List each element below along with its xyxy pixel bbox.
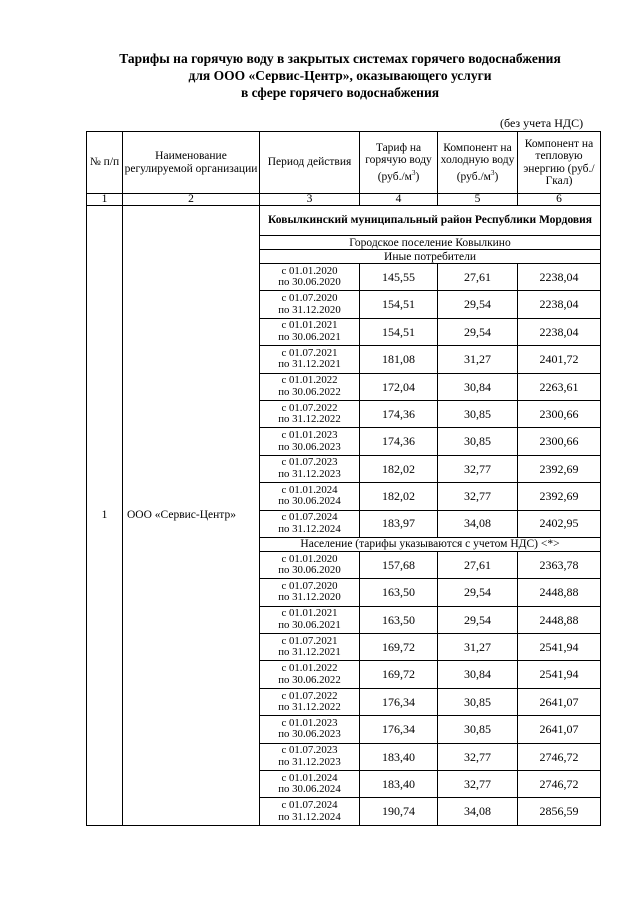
period-cell: [260, 716, 360, 743]
heat-component-value: 2238,04: [518, 264, 601, 291]
tariff-value: 182,02: [360, 483, 438, 510]
period-cell: [260, 579, 360, 606]
title-line-2: для ООО «Сервис-Центр», оказывающего услуги: [188, 68, 492, 83]
settlement-heading: Городское поселение Ковылкино: [260, 236, 601, 250]
period-cell: [260, 346, 360, 373]
tariff-value: 169,72: [360, 634, 438, 661]
organization-name: ООО «Сервис-Центр»: [123, 206, 260, 826]
heat-component-value: 2746,72: [518, 743, 601, 770]
cold-component-value: 34,08: [438, 798, 518, 825]
cold-component-value: 30,85: [438, 428, 518, 455]
period-cell: [260, 400, 360, 427]
period-cell: [260, 483, 360, 510]
tariff-value: 183,40: [360, 743, 438, 770]
heat-component-value: 2392,69: [518, 455, 601, 482]
group-heading: Население (тарифы указываются с учетом НДС) <*>: [260, 537, 601, 551]
cold-component-value: 32,77: [438, 483, 518, 510]
header-period: Период действия: [260, 132, 360, 194]
heat-component-value: 2541,94: [518, 634, 601, 661]
row-number: 1: [87, 206, 123, 826]
cold-component-value: 32,77: [438, 455, 518, 482]
cold-component-value: 31,27: [438, 634, 518, 661]
heat-component-value: 2746,72: [518, 771, 601, 798]
period-start: с 01.07.2022: [281, 401, 338, 414]
col-number: 4: [360, 194, 438, 206]
cold-component-value: 32,77: [438, 743, 518, 770]
tariff-value: 190,74: [360, 798, 438, 825]
heat-component-value: 2392,69: [518, 483, 601, 510]
vat-note: (без учета НДС): [500, 116, 584, 130]
period-end: по 31.12.2023: [278, 467, 341, 480]
period-cell: [260, 428, 360, 455]
heat-component-value: 2238,04: [518, 291, 601, 318]
cold-component-value: 29,54: [438, 606, 518, 633]
title-line-3: в сфере горячего водоснабжения: [240, 85, 440, 100]
cold-component-value: 29,54: [438, 579, 518, 606]
heat-component-value: 2263,61: [518, 373, 601, 400]
period-end: по 31.12.2021: [278, 358, 341, 371]
period-start: с 01.07.2024: [281, 799, 338, 812]
period-start: с 01.01.2023: [281, 716, 338, 729]
document-title: [60, 50, 620, 101]
period-start: с 01.01.2023: [281, 429, 338, 442]
heat-component-value: 2363,78: [518, 551, 601, 578]
period-end: по 30.06.2022: [278, 673, 341, 686]
period-end: по 31.12.2023: [278, 755, 341, 768]
period-end: по 31.12.2020: [278, 303, 341, 316]
period-cell: [260, 264, 360, 291]
period-end: по 30.06.2024: [278, 783, 341, 796]
cold-component-value: 34,08: [438, 510, 518, 537]
heat-component-value: 2401,72: [518, 346, 601, 373]
cold-component-value: 30,84: [438, 373, 518, 400]
period-start: с 01.07.2021: [281, 346, 338, 359]
cold-component-value: 32,77: [438, 771, 518, 798]
cold-component-value: 27,61: [438, 551, 518, 578]
tariff-value: 183,97: [360, 510, 438, 537]
heat-component-value: 2856,59: [518, 798, 601, 825]
tariff-value: 163,50: [360, 579, 438, 606]
period-cell: [260, 688, 360, 715]
tariff-value: 174,36: [360, 428, 438, 455]
header-org: Наименование регулируемой организации: [123, 132, 260, 194]
cold-component-value: 30,85: [438, 400, 518, 427]
heat-component-value: 2448,88: [518, 606, 601, 633]
period-cell: [260, 373, 360, 400]
cold-component-value: 29,54: [438, 291, 518, 318]
heat-component-value: 2402,95: [518, 510, 601, 537]
period-end: по 30.06.2024: [278, 495, 341, 508]
period-end: по 30.06.2020: [278, 276, 341, 289]
cold-component-value: 30,85: [438, 688, 518, 715]
tariff-value: 145,55: [360, 264, 438, 291]
header-num: № п/п: [87, 132, 123, 194]
header-heat-component: Компонент на тепловую энергию (руб./Гкал): [518, 132, 601, 194]
heat-component-value: 2300,66: [518, 428, 601, 455]
tariff-value: 154,51: [360, 318, 438, 345]
period-end: по 31.12.2021: [278, 646, 341, 659]
period-cell: [260, 661, 360, 688]
period-cell: [260, 455, 360, 482]
cold-component-value: 27,61: [438, 264, 518, 291]
tariff-value: 183,40: [360, 771, 438, 798]
period-start: с 01.07.2021: [281, 634, 338, 647]
col-number: 1: [87, 194, 123, 206]
period-start: с 01.07.2024: [281, 511, 338, 524]
period-cell: [260, 551, 360, 578]
period-start: с 01.01.2022: [281, 662, 338, 675]
tariff-value: 182,02: [360, 455, 438, 482]
cold-component-value: 29,54: [438, 318, 518, 345]
heat-component-value: 2300,66: [518, 400, 601, 427]
tariff-value: 169,72: [360, 661, 438, 688]
heat-component-value: 2541,94: [518, 661, 601, 688]
tariff-value: 163,50: [360, 606, 438, 633]
heat-component-value: 2448,88: [518, 579, 601, 606]
period-end: по 30.06.2021: [278, 618, 341, 631]
period-start: с 01.01.2020: [281, 264, 338, 277]
tariff-value: 154,51: [360, 291, 438, 318]
period-start: с 01.07.2022: [281, 689, 338, 702]
period-end: по 31.12.2024: [278, 810, 341, 823]
period-cell: [260, 743, 360, 770]
period-end: по 31.12.2022: [278, 413, 341, 426]
period-cell: [260, 318, 360, 345]
cold-component-value: 30,85: [438, 716, 518, 743]
period-start: с 01.07.2020: [281, 292, 338, 305]
period-end: по 30.06.2020: [278, 564, 341, 577]
period-cell: [260, 291, 360, 318]
col-number: 6: [518, 194, 601, 206]
tariff-value: 176,34: [360, 716, 438, 743]
tariff-value: 176,34: [360, 688, 438, 715]
period-start: с 01.01.2024: [281, 771, 338, 784]
period-cell: [260, 798, 360, 825]
period-cell: [260, 771, 360, 798]
heat-component-value: 2641,07: [518, 716, 601, 743]
heat-component-value: 2641,07: [518, 688, 601, 715]
period-start: с 01.07.2023: [281, 456, 338, 469]
title-line-1: Тарифы на горячую воду в закрытых системах горячего водоснабжения: [119, 51, 561, 66]
cold-component-value: 30,84: [438, 661, 518, 688]
col-number: 5: [438, 194, 518, 206]
col-number: 2: [123, 194, 260, 206]
tariff-value: 174,36: [360, 400, 438, 427]
period-start: с 01.01.2022: [281, 374, 338, 387]
period-cell: [260, 606, 360, 633]
period-start: с 01.01.2021: [281, 607, 338, 620]
tariff-value: 157,68: [360, 551, 438, 578]
col-number: 3: [260, 194, 360, 206]
heat-component-value: 2238,04: [518, 318, 601, 345]
table-body: [87, 206, 601, 826]
period-end: по 30.06.2022: [278, 385, 341, 398]
group-heading: Иные потребители: [260, 250, 601, 264]
tariff-value: 172,04: [360, 373, 438, 400]
header-tariff: Тариф на горячую воду $(руб./м^3)$: [360, 132, 438, 194]
period-end: по 31.12.2020: [278, 591, 341, 604]
period-end: по 30.06.2021: [278, 330, 341, 343]
period-end: по 31.12.2024: [278, 522, 341, 535]
header-cold-component: Компонент на холодную воду $(руб./м^3)$: [438, 132, 518, 194]
period-cell: [260, 510, 360, 537]
cold-component-value: 31,27: [438, 346, 518, 373]
period-start: с 01.01.2024: [281, 483, 338, 496]
period-start: с 01.01.2021: [281, 319, 338, 332]
period-end: по 31.12.2022: [278, 701, 341, 714]
period-end: по 30.06.2023: [278, 440, 341, 453]
region-heading: Ковылкинский муниципальный район Республики Мордовия: [260, 206, 601, 236]
period-start: с 01.01.2020: [281, 552, 338, 565]
period-end: по 30.06.2023: [278, 728, 341, 741]
period-start: с 01.07.2023: [281, 744, 338, 757]
period-start: с 01.07.2020: [281, 579, 338, 592]
tariff-value: 181,08: [360, 346, 438, 373]
period-cell: [260, 634, 360, 661]
tariff-table: [86, 131, 601, 826]
